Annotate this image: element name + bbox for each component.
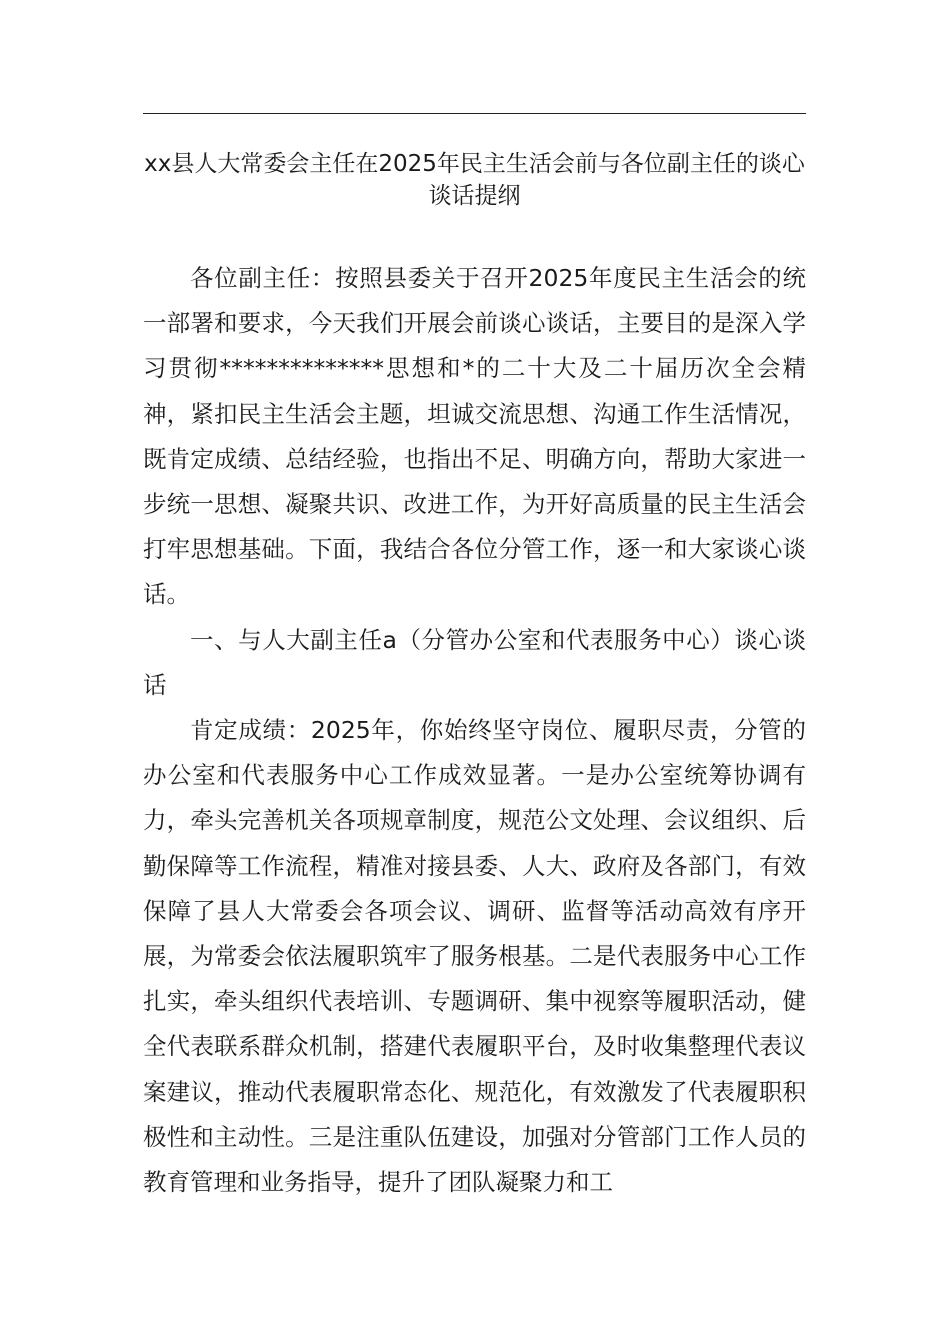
header-rule <box>143 113 806 114</box>
paragraph-intro: 各位副主任：按照县委关于召开2025年度民主生活会的统一部署和要求，今天我们开展会前谈心谈话，主要目的是深入学习贯彻**************思想和*的二十大及二十届历次全会精神，紧扣民主生活会主题，坦诚交流思想、沟通工作生活情况，既肯定成绩、总结经验，也指出不足、明确方向，帮助大家进一步统一思想、凝聚共识、改进工作，为开好高质量的民主生活会打牢思想基础。下面，我结合各位分管工作，逐一和大家谈心谈话。 <box>143 264 806 609</box>
section-heading-1: 一、与人大副主任a（分管办公室和代表服务中心）谈心谈话 <box>143 625 806 699</box>
document-title: xx县人大常委会主任在2025年民主生活会前与各位副主任的谈心谈话提纲 <box>144 151 805 209</box>
paragraph-achievements: 肯定成绩：2025年，你始终坚守岗位、履职尽责，分管的办公室和代表服务中心工作成效显著。一是办公室统筹协调有力，牵头完善机关各项规章制度，规范公文处理、会议组织、后勤保障等工作流程，精准对接县委、人大、政府及各部门，有效保障了县人大常委会各项会议、调研、监督等活动高效有序开展，为常委会依法履职筑牢了服务根基。二是代表服务中心工作扎实，牵头组织代表培训、专题调研、集中视察等履职活动，健全代表联系群众机制，搭建代表履职平台，及时收集整理代表议案建议，推动代表履职常态化、规范化，有效激发了代表履职积极性和主动性。三是注重队伍建设，加强对分管部门工作人员的教育管理和业务指导，提升了团队凝聚力和工 <box>143 716 806 1197</box>
document-body <box>143 256 806 1205</box>
